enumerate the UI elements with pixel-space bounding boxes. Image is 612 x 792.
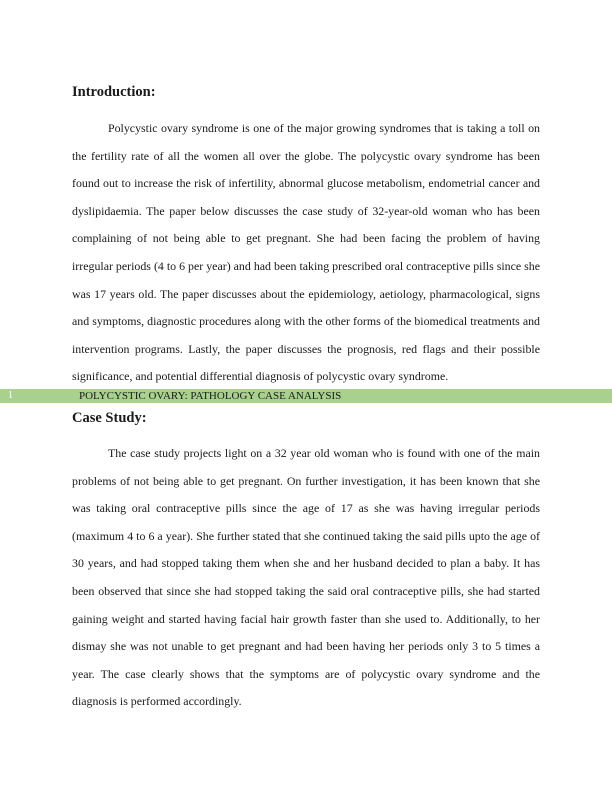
page-header-band [0, 389, 612, 403]
case-study-heading: Case Study: [72, 410, 147, 426]
page-number: 1 [8, 390, 13, 401]
running-header-title: POLYCYSTIC OVARY: PATHOLOGY CASE ANALYSIS [79, 390, 342, 402]
introduction-heading: Introduction: [72, 84, 156, 100]
case-study-paragraph: The case study projects light on a 32 year old woman who is found with one of the main problems of not being able to get pregnant. On further investigation, it has been known that she was taking oral contraceptive pills since the age of 17 as she was having irregular periods (maximum 4 to 6 a year). She further stated that she continued taking the said pills upto the age of 30 years, and had stopped taking them when she and her husband decided to plan a baby. It has been observed that since she had stopped taking the said oral contraceptive pills, she had started gaining weight and started having facial hair growth faster than she used to. Additionally, to her dismay she was not unable to get pregnant and had been having her periods only 3 to 5 times a year. The case clearly shows that the symptoms are of polycystic ovary syndrome and the diagnosis is performed accordingly. [72, 446, 540, 709]
introduction-paragraph: Polycystic ovary syndrome is one of the major growing syndromes that is taking a toll on the fertility rate of all the women all over the globe. The polycystic ovary syndrome has been found out to increase the risk of infertility, abnormal glucose metabolism, endometrial cancer and dyslipidaemia. The paper below discusses the case study of 32-year-old woman who has been complaining of not being able to get pregnant. She had been facing the problem of having irregular periods (4 to 6 per year) and had been taking prescribed oral contraceptive pills since she was 17 years old. The paper discusses about the epidemiology, aetiology, pharmacological, signs and symptoms, diagnostic procedures along with the other forms of the biomedical treatments and intervention programs. Lastly, the paper discusses the prognosis, red flags and their possible significance, and potential differential diagnosis of polycystic ovary syndrome. [72, 121, 540, 384]
